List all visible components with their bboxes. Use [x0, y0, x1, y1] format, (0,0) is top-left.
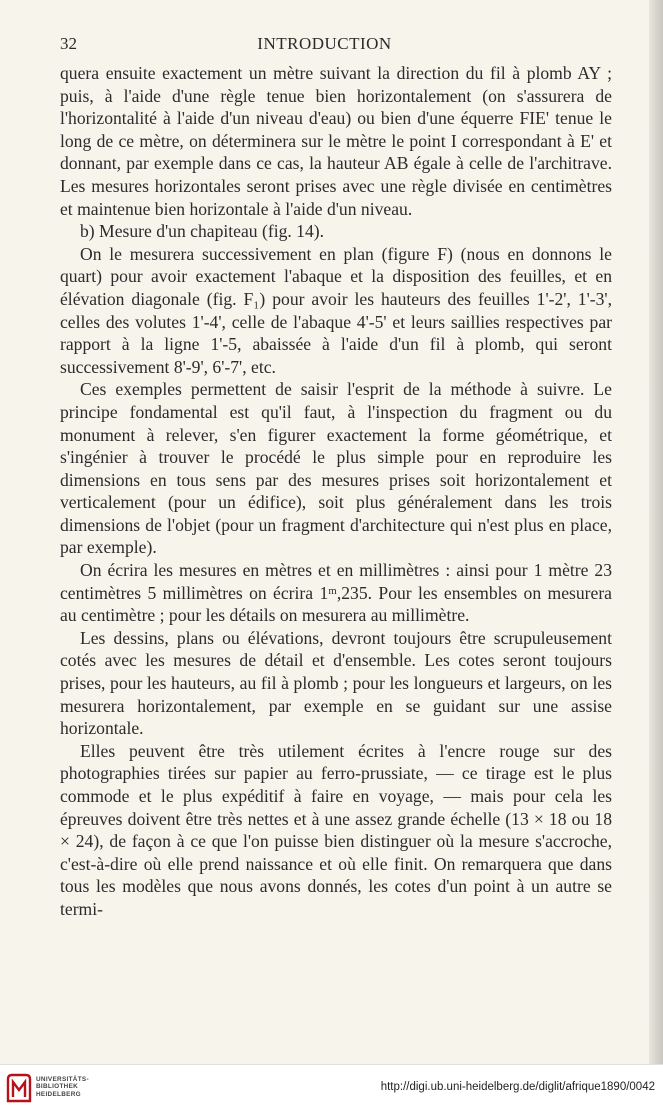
running-title: INTRODUCTION [257, 34, 392, 53]
paragraph-7: Elles peuvent être très utilement écrites à l'encre rouge sur des photographies tirées sur papier au ferro-prussiate, — ce tirage est le plus commode et le plus expéditif à faire en voyage, — mais pour cela les épreuves doivent être très nettes et à une assez grande échelle (13 × 18 ou 18 × 24), de façon à ce que l'on puisse bien distinguer où la mesure s'accroche, c'est-à-dire où elle prend naissance et où elle finit. On remarquera que dans tous les modèles que nous avons donnés, les cotes d'un point à un autre se termi- [60, 740, 612, 919]
library-name-line-1: UNIVERSITÄTS- [36, 1076, 89, 1083]
university-logo-icon [6, 1073, 32, 1103]
library-name-line-3: HEIDELBERG [36, 1090, 81, 1098]
source-url-link[interactable]: http://digi.ub.uni-heidelberg.de/diglit/afrique1890/0042 [380, 1081, 655, 1093]
body-text [60, 62, 612, 921]
paragraph-5: On écrira les mesures en mètres et en millimètres : ainsi pour 1 mètre 23 centimètres 5 millimètres on écrira 1ᵐ,235. Pour les ensembles on mesurera au centimètre ; pour les détails on mesurera au millimètre. [60, 560, 612, 626]
paragraph-4: Ces exemples permettent de saisir l'esprit de la méthode à suivre. Le principe fondamental est qu'il faut, à l'inspection du fragment ou du monument à relever, s'en figurer exactement la forme géométrique, et s'ingénier à trouver le procédé le plus simple pour en reproduire les dimensions en tous sens par des mesures prises soit horizontalement et verticalement (pour un édifice), soit plus généralement dans les trois dimensions de l'objet (pour un fragment d'architecture qui n'est plus en place, par exemple). [60, 379, 612, 558]
page-edge-shadow [649, 0, 663, 1064]
paragraph-2: b) Mesure d'un chapiteau (fig. 14). [80, 221, 325, 242]
library-name-line-2: BIBLIOTHEK [36, 1083, 79, 1091]
paragraph-6: Les dessins, plans ou élévations, devront toujours être scrupuleusement cotés avec les mesures de détail et d'ensemble. Les cotes seront toujours prises, pour les hauteurs, au fil à plomb ; pour les longueurs et largeurs, on les mesurera horizontalement, par exemple en se guidant sur une assise horizontale. [60, 627, 612, 739]
running-header [0, 34, 649, 58]
page-number: 32 [60, 34, 77, 53]
paragraph-3: On le mesurera successivement en plan (figure F) (nous en donnons le quart) pour avoir exactement l'abaque et la disposition des feuilles, et en élévation diagonale (fig. F₁) pour avoir les hauteurs des feuilles 1'-2', 1'-3', celles des volutes 1'-4', celle de l'abaque 4'-5' et leurs saillies respectives par rapport à la ligne 1'-5, abaissée à l'aide d'un fil à plomb, qui seront successivement 8'-9', 6'-7', etc. [60, 243, 612, 377]
viewer-footer [0, 1064, 663, 1113]
paragraph-1: quera ensuite exactement un mètre suivant la direction du fil à plomb AY ; puis, à l'aide d'une règle tenue bien horizontalement (on s'assurera de l'horizontalité à l'aide d'un niveau d'eau) ou bien d'une équerre FIE' tenue le long de ce mètre, on déterminera sur le mètre le point I correspondant à E' et donnant, par exemple dans ce cas, la hauteur AB égale à celle de l'architrave. Les mesures horizontales seront prises avec une règle divisée en centimètres et maintenue bien horizontale à l'aide d'un niveau. [60, 63, 612, 219]
library-name [36, 1076, 89, 1098]
